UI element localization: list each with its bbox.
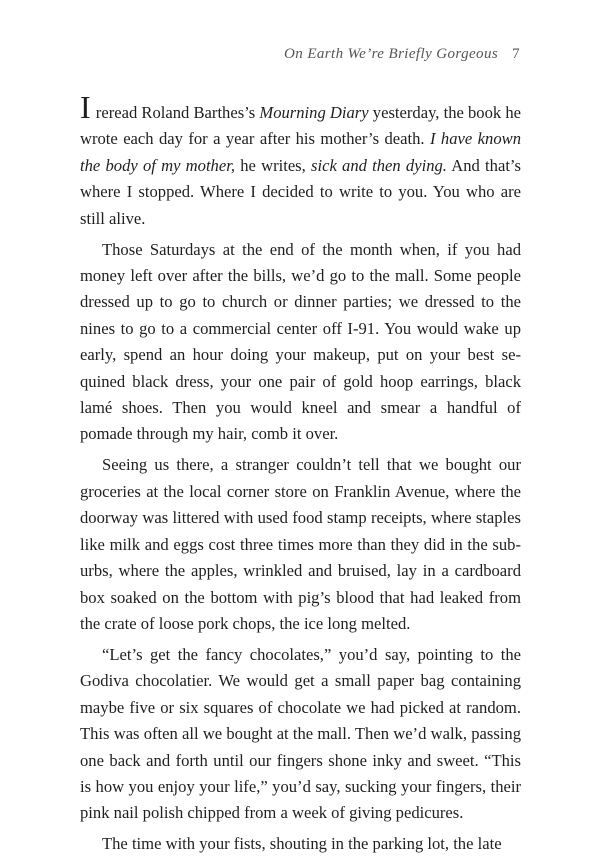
paragraph	[80, 452, 521, 637]
text-run: yesterday, the book he wrote each day for a year after his mother’s death.	[80, 103, 522, 149]
text-run: The time with your fists, shouting in the parking lot, the late	[102, 834, 502, 854]
page-number: 7	[512, 46, 520, 62]
paragraph	[80, 237, 521, 448]
book-title-italic: Mourning Diary	[259, 103, 369, 122]
quote-italic: sick and then dying.	[311, 155, 447, 175]
book-title: On Earth We’re Briefly Gorgeous	[284, 46, 499, 62]
text-run: And that’s where I stopped. Where I decided to write to you. You who are still alive.	[80, 155, 522, 228]
drop-cap: I	[80, 89, 92, 125]
text-run: reread Roland Barthes’s	[91, 103, 260, 122]
paragraph	[80, 89, 522, 232]
text-run: he writes,	[234, 155, 312, 175]
paragraph	[80, 831, 521, 857]
text-run: Those Saturdays at the end of the month when, if you had money left over after the bills, we’d go to the mall. Some people dressed up to go to church or dinner parties; we dressed to the nines to go to a commercial center off I-91. You would wake up early, spend an hour doing your makeup, put on your best sequined black dress, your one pair of gold hoop earrings, black lamé shoes. Then you would kneel and smear a handful of pomade through my hair, comb it over.	[80, 239, 521, 444]
text-run: “Let’s get the fancy chocolates,” you’d say, pointing to the Godiva chocolatier. We would get a small paper bag containing maybe five or six squares of chocolate we had picked at random. This was often all we bought at the mall. Then we’d walk, passing one back and forth until our fingers shone inky and sweet. “This is how you enjoy your life,” you’d say, sucking your fingers, their pink nail polish chipped from a week of giving pedicures.	[80, 644, 521, 823]
quote-italic: I have known the body of my mother,	[80, 129, 521, 175]
paragraph	[80, 642, 521, 827]
text-run: Seeing us there, a stranger couldn’t tell that we bought our groceries at the local corner store on Franklin Avenue, where the doorway was littered with used food stamp receipts, where staples like milk and eggs cost three times more than they did in the suburbs, where the apples, wrinkled and bruised, lay in a cardboard box soaked on the bottom with pig’s blood that had leaked from the crate of loose pork chops, the ice long melted.	[80, 455, 521, 633]
running-head	[284, 46, 520, 63]
body-text	[80, 89, 522, 862]
